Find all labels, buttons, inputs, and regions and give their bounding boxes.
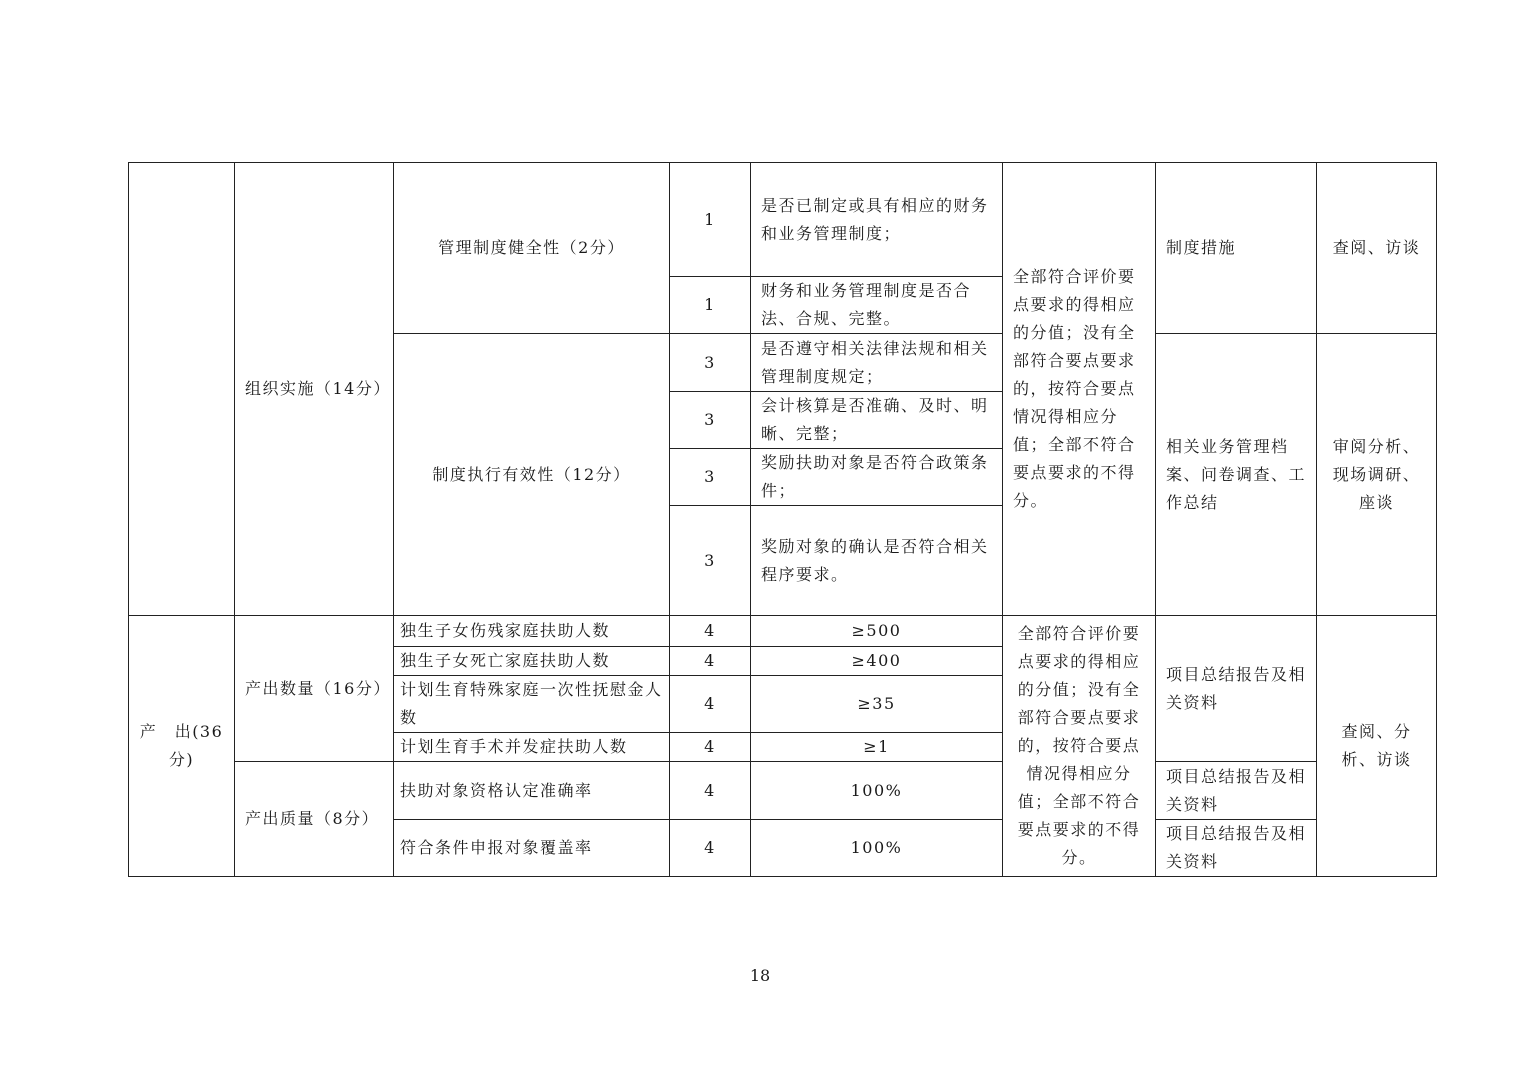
target-cell: ≥1 xyxy=(751,733,1003,762)
score-cell: 3 xyxy=(670,449,751,506)
indicator-cell: 扶助对象资格认定准确率 xyxy=(394,762,670,820)
output-quality-cell: 产出质量（8分） xyxy=(235,762,394,877)
indicator-cell: 独生子女死亡家庭扶助人数 xyxy=(394,647,670,676)
method-cell: 审阅分析、现场调研、座谈 xyxy=(1317,334,1437,616)
evaluation-table xyxy=(128,162,1437,877)
score-cell: 4 xyxy=(670,676,751,733)
score-cell: 4 xyxy=(670,733,751,762)
method-cell: 查阅、分析、访谈 xyxy=(1317,616,1437,877)
score-cell: 3 xyxy=(670,506,751,616)
evidence-source-cell: 项目总结报告及相关资料 xyxy=(1156,616,1317,762)
table-row xyxy=(129,163,1437,277)
output-quantity-cell: 产出数量（16分） xyxy=(235,616,394,762)
score-cell: 4 xyxy=(670,647,751,676)
eval-point-cell: 是否遵守相关法律法规和相关管理制度规定； xyxy=(751,334,1003,392)
eval-point-cell: 奖励对象的确认是否符合相关程序要求。 xyxy=(751,506,1003,616)
score-cell: 4 xyxy=(670,616,751,647)
eval-point-cell: 是否已制定或具有相应的财务和业务管理制度； xyxy=(751,163,1003,277)
eval-point-cell: 奖励扶助对象是否符合政策条件； xyxy=(751,449,1003,506)
target-cell: 100% xyxy=(751,762,1003,820)
target-cell: ≥400 xyxy=(751,647,1003,676)
exec-effectiveness-cell: 制度执行有效性（12分） xyxy=(394,334,670,616)
eval-point-cell: 会计核算是否准确、及时、明晰、完整； xyxy=(751,392,1003,449)
score-cell: 4 xyxy=(670,762,751,820)
evidence-source-cell: 制度措施 xyxy=(1156,163,1317,334)
eval-point-cell: 财务和业务管理制度是否合法、合规、完整。 xyxy=(751,277,1003,334)
indicator-cell: 计划生育手术并发症扶助人数 xyxy=(394,733,670,762)
score-cell: 3 xyxy=(670,334,751,392)
evidence-source-cell: 相关业务管理档案、问卷调查、工作总结 xyxy=(1156,334,1317,616)
table-row xyxy=(129,762,1437,820)
scoring-standard-cell: 全部符合评价要点要求的得相应的分值；没有全部符合要点要求的，按符合要点情况得相应分值；全部不符合要点要求的不得分。 xyxy=(1003,616,1156,877)
indicator-cell: 独生子女伤残家庭扶助人数 xyxy=(394,616,670,647)
mgmt-system-cell: 管理制度健全性（2分） xyxy=(394,163,670,334)
output-category-cell: 产 出(36分) xyxy=(129,616,235,877)
evidence-source-cell: 项目总结报告及相关资料 xyxy=(1156,820,1317,877)
target-cell: 100% xyxy=(751,820,1003,877)
page-number: 18 xyxy=(749,966,771,985)
target-cell: ≥35 xyxy=(751,676,1003,733)
org-implementation-cell: 组织实施（14分） xyxy=(235,163,394,616)
indicator-cell: 符合条件申报对象覆盖率 xyxy=(394,820,670,877)
score-cell: 1 xyxy=(670,277,751,334)
table-row xyxy=(129,616,1437,647)
score-cell: 3 xyxy=(670,392,751,449)
scoring-standard-cell: 全部符合评价要点要求的得相应的分值；没有全部符合要点要求的，按符合要点情况得相应分值；全部不符合要点要求的不得分。 xyxy=(1003,163,1156,616)
target-cell: ≥500 xyxy=(751,616,1003,647)
indicator-cell: 计划生育特殊家庭一次性抚慰金人数 xyxy=(394,676,670,733)
evidence-source-cell: 项目总结报告及相关资料 xyxy=(1156,762,1317,820)
score-cell: 4 xyxy=(670,820,751,877)
category-cell-empty xyxy=(129,163,235,616)
method-cell: 查阅、访谈 xyxy=(1317,163,1437,334)
score-cell: 1 xyxy=(670,163,751,277)
